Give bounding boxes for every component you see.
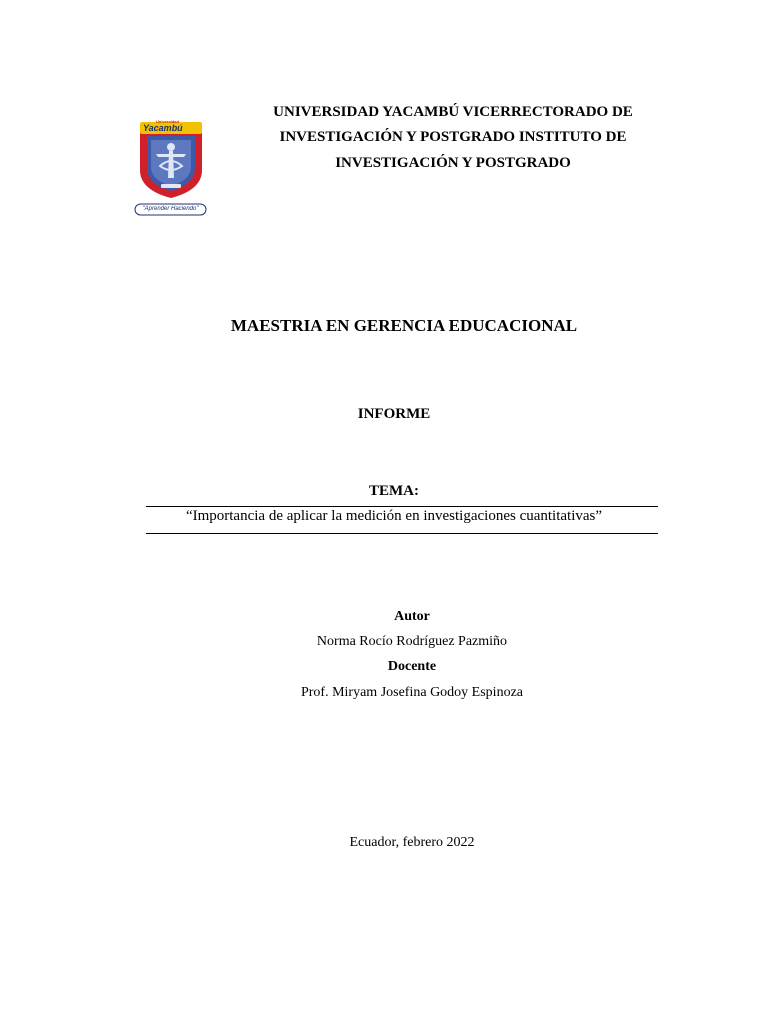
logo-motto: "Aprender Haciendo": [142, 206, 199, 212]
logo-brand-text: Yacambú: [143, 123, 183, 133]
university-header-line-1: UNIVERSIDAD YACAMBÚ VICERRECTORADO DE: [273, 104, 633, 120]
docente-label: Docente: [387, 659, 437, 674]
university-header-line-2: INVESTIGACIÓN Y POSTGRADO INSTITUTO DE: [279, 129, 627, 145]
autor-name: Norma Rocío Rodríguez Pazmiño: [316, 634, 508, 649]
university-logo: [134, 118, 208, 218]
university-header-line-3: INVESTIGACIÓN Y POSTGRADO: [335, 155, 571, 171]
tema-text: “Importancia de aplicar la medición en investigaciones cuantitativas”: [185, 508, 603, 524]
autor-label: Autor: [394, 609, 430, 624]
logo-top-text: Universidad: [156, 119, 179, 124]
docente-name: Prof. Miryam Josefina Godoy Espinoza: [300, 685, 524, 700]
tema-label: TEMA:: [369, 483, 419, 499]
tema-top-rule: [146, 506, 658, 507]
document-type: INFORME: [357, 406, 431, 422]
program-title: MAESTRIA EN GERENCIA EDUCACIONAL: [230, 316, 578, 335]
tema-bottom-rule: [146, 533, 658, 534]
place-date: Ecuador, febrero 2022: [349, 835, 475, 850]
